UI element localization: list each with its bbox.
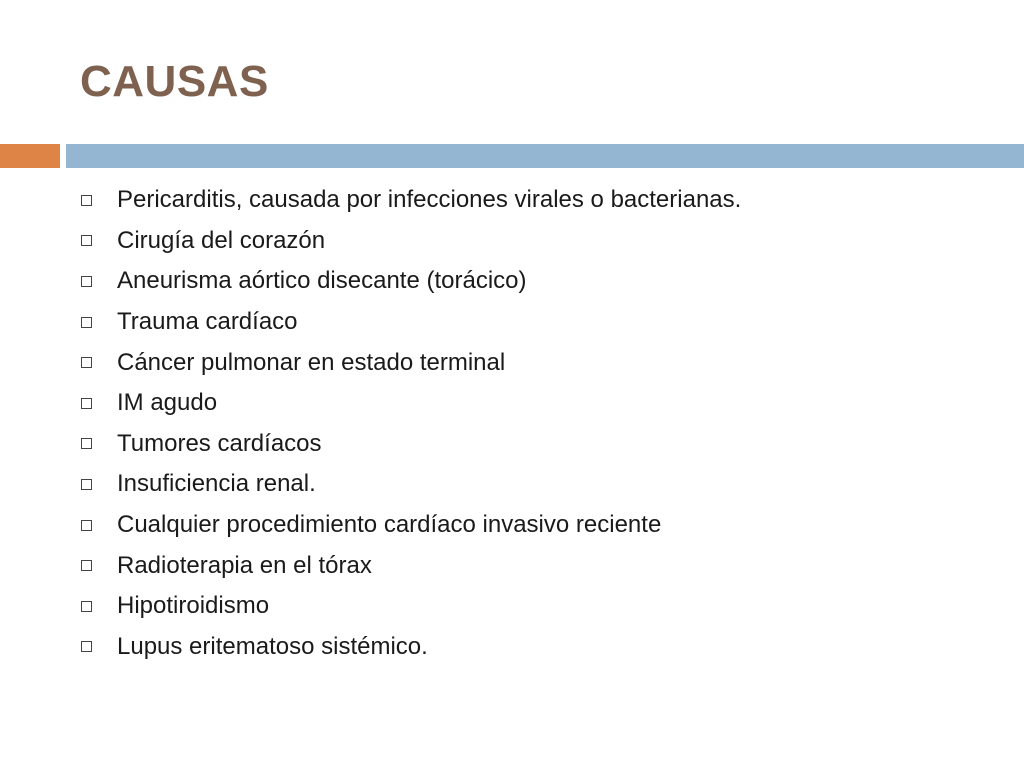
list-item [80,383,741,424]
hollow-square-bullet-icon [81,195,92,206]
hollow-square-bullet-icon [81,235,92,246]
list-item [80,464,741,505]
bullet-text: Radioterapia en el tórax [117,551,372,579]
accent-bar-right [66,144,1024,168]
bullet-text: Trauma cardíaco [117,308,298,336]
list-item [80,302,741,343]
bullet-text: Tumores cardíacos [117,429,322,457]
list-item [80,505,741,546]
list-item [80,221,741,262]
hollow-square-bullet-icon [81,398,92,409]
list-item [80,545,741,586]
hollow-square-bullet-icon [81,560,92,571]
bullet-text: Aneurisma aórtico disecante (torácico) [117,267,527,295]
accent-bar-left [0,144,60,168]
bullet-text: Insuficiencia renal. [117,470,316,498]
list-item [80,627,741,668]
list-item [80,180,741,221]
bullet-list [80,180,741,667]
bullet-text: Cáncer pulmonar en estado terminal [117,348,506,376]
bullet-text: Cirugía del corazón [117,226,326,254]
bullet-text: Hipotiroidismo [117,592,270,620]
hollow-square-bullet-icon [81,520,92,531]
list-item [80,586,741,627]
hollow-square-bullet-icon [81,641,92,652]
hollow-square-bullet-icon [81,601,92,612]
hollow-square-bullet-icon [81,276,92,287]
hollow-square-bullet-icon [81,317,92,328]
list-item [80,342,741,383]
bullet-text: Cualquier procedimiento cardíaco invasivo reciente [117,511,662,539]
bullet-text: Pericarditis, causada por infecciones virales o bacterianas. [117,186,742,214]
bullet-text: IM agudo [117,389,218,417]
slide-title: CAUSAS [80,57,269,106]
hollow-square-bullet-icon [81,357,92,368]
list-item [80,424,741,465]
bullet-text: Lupus eritematoso sistémico. [117,632,428,660]
hollow-square-bullet-icon [81,479,92,490]
list-item [80,261,741,302]
hollow-square-bullet-icon [81,438,92,449]
